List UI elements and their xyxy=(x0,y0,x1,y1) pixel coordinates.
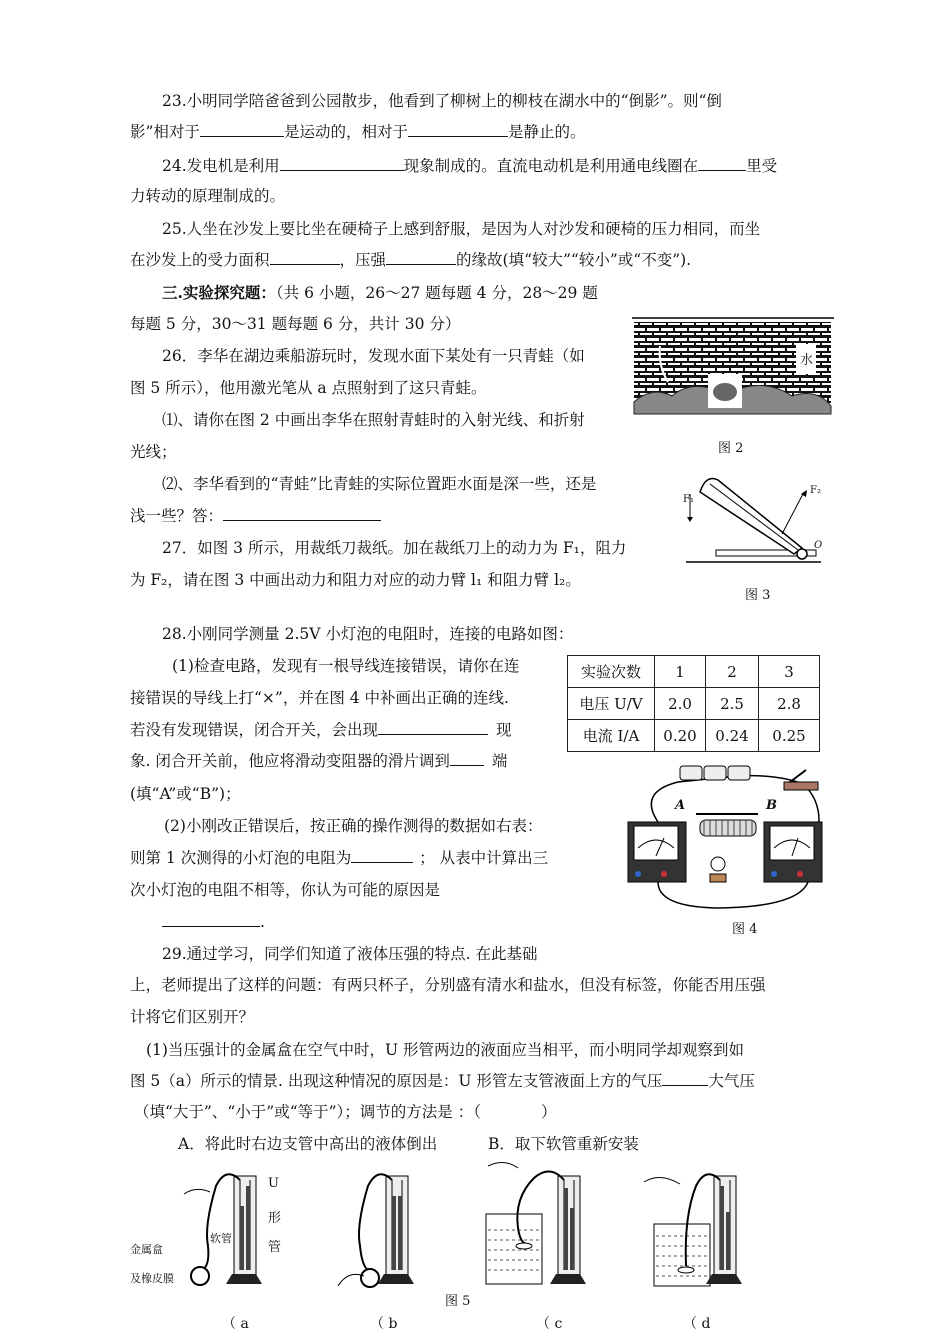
figure-3-paper-cutter xyxy=(676,470,828,570)
q26-answer-blank[interactable] xyxy=(223,506,381,521)
q24-line2: 力转动的原理制成的。 xyxy=(130,187,286,205)
fig5-metal-box-label: 金属盒 xyxy=(130,1243,163,1256)
figure-5c-manometer xyxy=(484,1158,596,1290)
q26-line4: 光线； xyxy=(130,443,177,461)
measurement-table xyxy=(567,655,820,752)
q28-blank-reason[interactable] xyxy=(162,912,260,927)
fig4-caption: 图 4 xyxy=(732,922,758,937)
q28-text: ； 从表中计算出三 xyxy=(419,849,549,867)
table-cell: 0.24 xyxy=(706,720,759,752)
q29-text: 图 5（a）所示的情景. 出现这种情况的原因是：U 形管左支管液面上方的气压 xyxy=(130,1072,663,1090)
figure-4-circuit xyxy=(618,762,832,912)
fig4-A-label: A xyxy=(675,798,686,813)
table-header-cell: 1 xyxy=(655,656,706,688)
fig3-F2-label: F₂ xyxy=(810,485,821,496)
q28-text: 则第 1 次测得的小灯泡的电阻为 xyxy=(130,849,352,867)
q28-text: 端 xyxy=(491,752,508,770)
q28-text: 现 xyxy=(496,721,512,739)
q29-option-a: A．将此时右边支管中高出的液体倒出 xyxy=(178,1135,438,1153)
q25-text: 的缘故(填“较大”“较小”或“不变”). xyxy=(456,251,692,269)
q25-line2 xyxy=(130,250,691,270)
q25-blank-2[interactable] xyxy=(386,250,456,265)
fig2-caption: 图 2 xyxy=(718,441,744,456)
fig5-sub-d: （ d xyxy=(683,1316,711,1332)
q27-line2: 为 F₂，请在图 3 中画出动力和阻力对应的动力臂 l₁ 和阻力臂 l₂。 xyxy=(130,571,581,589)
q29-option-b: B．取下软管重新安装 xyxy=(488,1135,639,1153)
section3-text: （共 6 小题，26～27 题每题 4 分，28～29 题 xyxy=(275,284,598,302)
fig5-sub-c: （ c xyxy=(536,1316,563,1332)
q26-line3: ⑴、请你在图 2 中画出李华在照射青蛙时的入射光线、和折射 xyxy=(162,411,585,429)
fig2-water-label: 水 xyxy=(800,349,813,368)
q29-line6 xyxy=(134,1102,557,1122)
fig5-guan-label: 管 xyxy=(268,1240,282,1255)
table-cell: 电压 U/V xyxy=(568,688,655,720)
q25-line1: 25.人坐在沙发上要比坐在硬椅子上感到舒服，是因为人对沙发和硬椅的压力相同，而坐 xyxy=(162,220,761,238)
q25-text: ，压强 xyxy=(339,251,387,269)
q23-line1: 23.小明同学陪爸爸到公园散步，他看到了柳树上的柳枝在湖水中的“倒影”。则“倒 xyxy=(162,92,722,110)
fig3-O-label: O xyxy=(814,540,823,551)
table-cell: 0.25 xyxy=(759,720,820,752)
section3-line1 xyxy=(162,283,598,303)
q28-blank-resistance[interactable] xyxy=(351,848,413,863)
q29-line5 xyxy=(130,1071,755,1091)
q28-line2: (1)检查电路，发现有一根导线连接错误，请你在连 xyxy=(172,657,520,675)
q28-text: . xyxy=(260,913,265,931)
q27-line1: 27．如图 3 所示，用裁纸刀裁纸。加在裁纸刀上的动力为 F₁，阻力 xyxy=(162,539,627,557)
q28-line6: (填“A”或“B”)； xyxy=(130,785,241,803)
q28-line3: 接错误的导线上打“×”，并在图 4 中补画出正确的连线. xyxy=(130,689,509,707)
table-header-cell: 3 xyxy=(759,656,820,688)
q29-line3: 计将它们区别开？ xyxy=(130,1008,255,1026)
q26-text: 浅一些？答： xyxy=(130,507,224,525)
q29-line1: 29.通过学习，同学们知道了液体压强的特点. 在此基础 xyxy=(162,945,538,963)
table-cell: 0.20 xyxy=(655,720,706,752)
table-cell: 2.8 xyxy=(759,688,820,720)
q28-line5 xyxy=(130,751,507,771)
section3-line2: 每题 5 分，30～31 题每题 6 分，共计 30 分） xyxy=(130,315,461,333)
q29-text: （填“大于”、“小于”或“等于”）；调节的方法是 ：（ xyxy=(134,1103,481,1121)
q28-line4 xyxy=(130,720,512,740)
q24-text: 现象制成的。直流电动机是利用通电线圈在 xyxy=(403,157,699,175)
q28-text: 象. 闭合开关前，他应将滑动变阻器的滑片调到 xyxy=(130,752,450,770)
q26-line5: ⑵、李华看到的“青蛙”比青蛙的实际位置距水面是深一些，还是 xyxy=(162,475,597,493)
q24-blank-2[interactable] xyxy=(698,156,746,171)
q29-line2: 上，老师提出了这样的问题：有两只杯子，分别盛有清水和盐水，但没有标签，你能否用压强 xyxy=(130,976,766,994)
table-cell: 2.5 xyxy=(706,688,759,720)
fig5-sub-b: （ b xyxy=(370,1316,398,1332)
table-row xyxy=(568,656,820,688)
q26-line2: 图 5 所示），他用激光笔从 a 点照射到了这只青蛙。 xyxy=(130,379,487,397)
figure-2-frog-in-lake xyxy=(632,316,834,420)
q28-line10 xyxy=(162,912,265,932)
table-cell: 2.0 xyxy=(655,688,706,720)
fig4-B-label: B xyxy=(766,798,777,813)
fig5-U-label: U xyxy=(268,1176,279,1191)
fig5-membrane-label: 及橡皮膜 xyxy=(130,1272,174,1285)
section3-title: 三.实验探究题： xyxy=(162,283,276,302)
q29-text: 大气压 xyxy=(708,1072,755,1090)
fig5-xing-label: 形 xyxy=(268,1211,282,1226)
q29-text: ） xyxy=(540,1103,557,1121)
q25-blank-1[interactable] xyxy=(270,250,340,265)
q28-text: 若没有发现错误，闭合开关，会出现 xyxy=(130,721,379,739)
q28-line7: (2)小刚改正错误后，按正确的操作测得的数据如右表： xyxy=(164,817,543,835)
q24-text: 里受 xyxy=(746,157,778,175)
fig3-caption: 图 3 xyxy=(745,588,771,603)
figure-5b-manometer xyxy=(328,1166,440,1290)
fig5-caption: 图 5 xyxy=(445,1294,471,1309)
q24-line1 xyxy=(162,156,777,176)
q28-line1: 28.小刚同学测量 2.5V 小灯泡的电阻时，连接的电路如图： xyxy=(162,625,574,643)
table-header-cell: 实验次数 xyxy=(568,656,655,688)
table-header-cell: 2 xyxy=(706,656,759,688)
q29-blank-pressure[interactable] xyxy=(662,1071,708,1086)
q23-text: 影”相对于 xyxy=(130,123,200,141)
q23-line2 xyxy=(130,122,585,142)
figure-5d-manometer xyxy=(640,1166,752,1290)
q29-line4: (1)当压强计的金属盒在空气中时，U 形管两边的液面应当相平，而小明同学却观察到如 xyxy=(146,1041,744,1059)
fig3-F1-label: F₁ xyxy=(683,494,694,505)
q28-line8 xyxy=(130,848,548,868)
table-row xyxy=(568,688,820,720)
q23-blank-1[interactable] xyxy=(200,122,284,137)
q24-text: 24.发电机是利用 xyxy=(162,157,280,175)
q28-blank-end[interactable] xyxy=(450,751,484,766)
q28-blank-phenomenon[interactable] xyxy=(378,720,488,735)
q23-text: 是运动的，相对于 xyxy=(283,123,408,141)
q23-blank-2[interactable] xyxy=(408,122,508,137)
table-cell: 电流 I/A xyxy=(568,720,655,752)
q23-text: 是静止的。 xyxy=(507,123,586,141)
q26-line6 xyxy=(130,506,381,526)
q25-text: 在沙发上的受力面积 xyxy=(130,251,270,269)
fig5-hose-label: 软管 xyxy=(210,1232,232,1245)
q28-line9: 次小灯泡的电阻不相等，你认为可能的原因是 xyxy=(130,881,441,899)
q26-line1: 26．李华在湖边乘船游玩时，发现水面下某处有一只青蛙（如 xyxy=(162,347,585,365)
q24-blank-1[interactable] xyxy=(280,156,404,171)
fig5-sub-a: （ a xyxy=(222,1316,249,1332)
table-row xyxy=(568,720,820,752)
